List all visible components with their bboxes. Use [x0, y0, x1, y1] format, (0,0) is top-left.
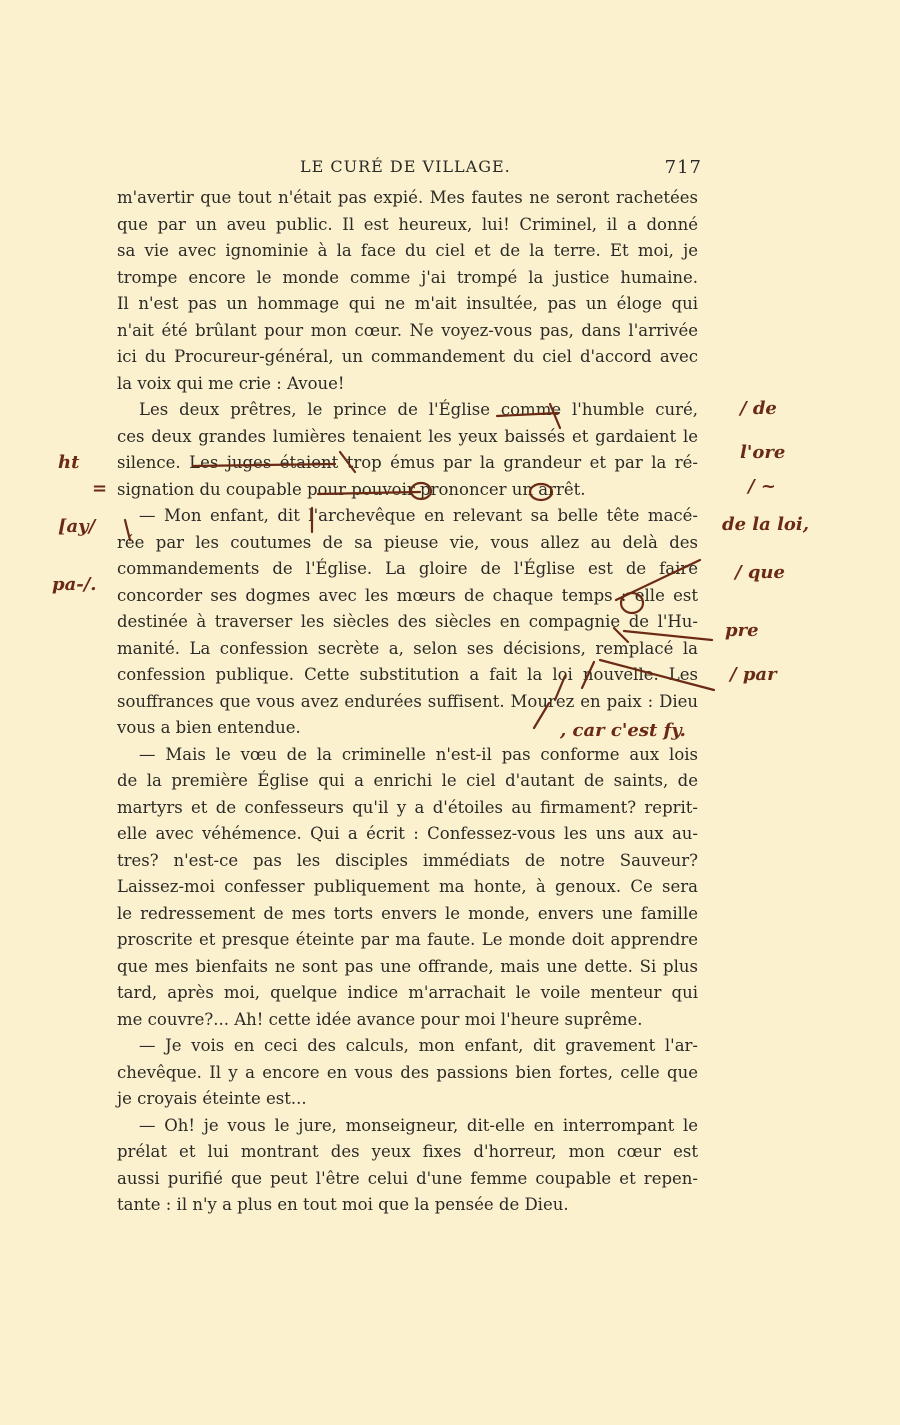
text-line: martyrs et de confesseurs qu'il y a d'étoiles au firmament? reprit- [117, 797, 698, 817]
text-line: manité. La confession secrète a, selon ses décisions, remplacé la [117, 638, 698, 658]
text-line: prélat et lui montrant des yeux fixes d'horreur, mon cœur est [117, 1142, 698, 1161]
text-line: — Mon enfant, dit l'archevêque en relevant sa belle tête macé- [139, 506, 698, 525]
text-line: trompe encore le monde comme j'ai trompé la justice humaine. [117, 267, 698, 287]
text-line: — Oh! je vous le jure, monseigneur, dit-elle en interrompant le [139, 1115, 698, 1135]
margin-note-right: l'ore [740, 442, 786, 463]
margin-note-right: / par [730, 664, 777, 685]
text-line: chevêque. Il y a encore en vous des passions bien fortes, celle que [117, 1062, 698, 1082]
text-line: silence. Les juges étaient trop émus par la grandeur et par la ré- [117, 453, 698, 472]
text-line: — Je vois en ceci des calculs, mon enfant, dit gravement l'ar- [139, 1036, 698, 1055]
text-line: — Mais le vœu de la criminelle n'est-il pas conforme aux lois [139, 744, 698, 764]
text-line: ici du Procureur-général, un commandement du ciel d'accord avec [117, 347, 698, 366]
text-line: Les deux prêtres, le prince de l'Église comme l'humble curé, [139, 400, 698, 419]
margin-note-right: / de [740, 398, 777, 419]
text-line: rée par les coutumes de sa pieuse vie, vous allez au delà des [117, 532, 698, 552]
text-line: la voix qui me crie : Avoue! [117, 373, 345, 393]
text-line: le redressement de mes torts envers le monde, envers une famille [117, 903, 698, 923]
text-line: concorder ses dogmes avec les mœurs de chaque temps : elle est [117, 585, 698, 605]
text-line: de la première Église qui a enrichi le ciel d'autant de saints, de [117, 771, 698, 790]
body-text [117, 185, 698, 1219]
margin-note-left: = [92, 478, 108, 499]
text-line: ces deux grandes lumières tenaient les yeux baissés et gardaient le [117, 426, 698, 446]
text-line: proscrite et presque éteinte par ma faute. Le monde doit apprendre [117, 930, 698, 949]
text-line: n'ait été brûlant pour mon cœur. Ne voyez-vous pas, dans l'arrivée [117, 320, 698, 340]
text-line: je croyais éteinte est... [117, 1089, 307, 1108]
margin-note-right: de la loi, [722, 514, 810, 535]
margin-note-right: , car c'est fy. [560, 720, 686, 741]
text-line: confession publique. Cette substitution a fait la loi nouvelle. Les [117, 665, 698, 684]
text-line: tres? n'est-ce pas les disciples immédiats de notre Sauveur? [117, 850, 698, 870]
text-line: sa vie avec ignominie à la face du ciel et de la terre. Et moi, je [117, 241, 698, 260]
text-line: tard, après moi, quelque indice m'arrachait le voile menteur qui [117, 983, 698, 1002]
margin-note-right: / que [735, 562, 785, 583]
margin-note-left: [ay/ [58, 516, 96, 537]
text-line: que par un aveu public. Il est heureux, lui! Criminel, il a donné [117, 214, 698, 234]
margin-note-left: ht [58, 452, 80, 473]
text-line: souffrances que vous avez endurées suffisent. Mourez en paix : Dieu [117, 691, 698, 711]
text-line: m'avertir que tout n'était pas expié. Mes fautes ne seront rachetées [117, 188, 698, 207]
text-line: que mes bienfaits ne sont pas une offrande, mais une dette. Si plus [117, 956, 698, 976]
text-line: destinée à traverser les siècles des siècles en compagnie de l'Hu- [117, 612, 698, 631]
margin-note-right: pre [725, 620, 759, 641]
text-line: aussi purifié que peut l'être celui d'une femme coupable et repen- [117, 1168, 698, 1188]
text-line: Laissez-moi confesser publiquement ma honte, à genoux. Ce sera [117, 877, 698, 896]
text-line: signation du coupable pour pouvoir prononcer un arrêt. [117, 479, 586, 499]
text-line: vous a bien entendue. [117, 718, 301, 737]
text-line: me couvre?... Ah! cette idée avance pour moi l'heure suprême. [117, 1009, 643, 1029]
page-number: 717 [664, 157, 702, 178]
margin-note-right: / ~ [748, 476, 776, 497]
text-line: tante : il n'y a plus en tout moi que la pensée de Dieu. [117, 1195, 569, 1214]
margin-note-left: pa-/. [52, 574, 97, 595]
text-line: Il n'est pas un hommage qui ne m'ait insultée, pas un éloge qui [117, 294, 698, 313]
running-title: LE CURÉ DE VILLAGE. [300, 157, 511, 176]
text-line: commandements de l'Église. La gloire de l'Église est de faire [117, 559, 698, 578]
text-line: elle avec véhémence. Qui a écrit : Confessez-vous les uns aux au- [117, 824, 698, 843]
running-head [300, 157, 702, 181]
